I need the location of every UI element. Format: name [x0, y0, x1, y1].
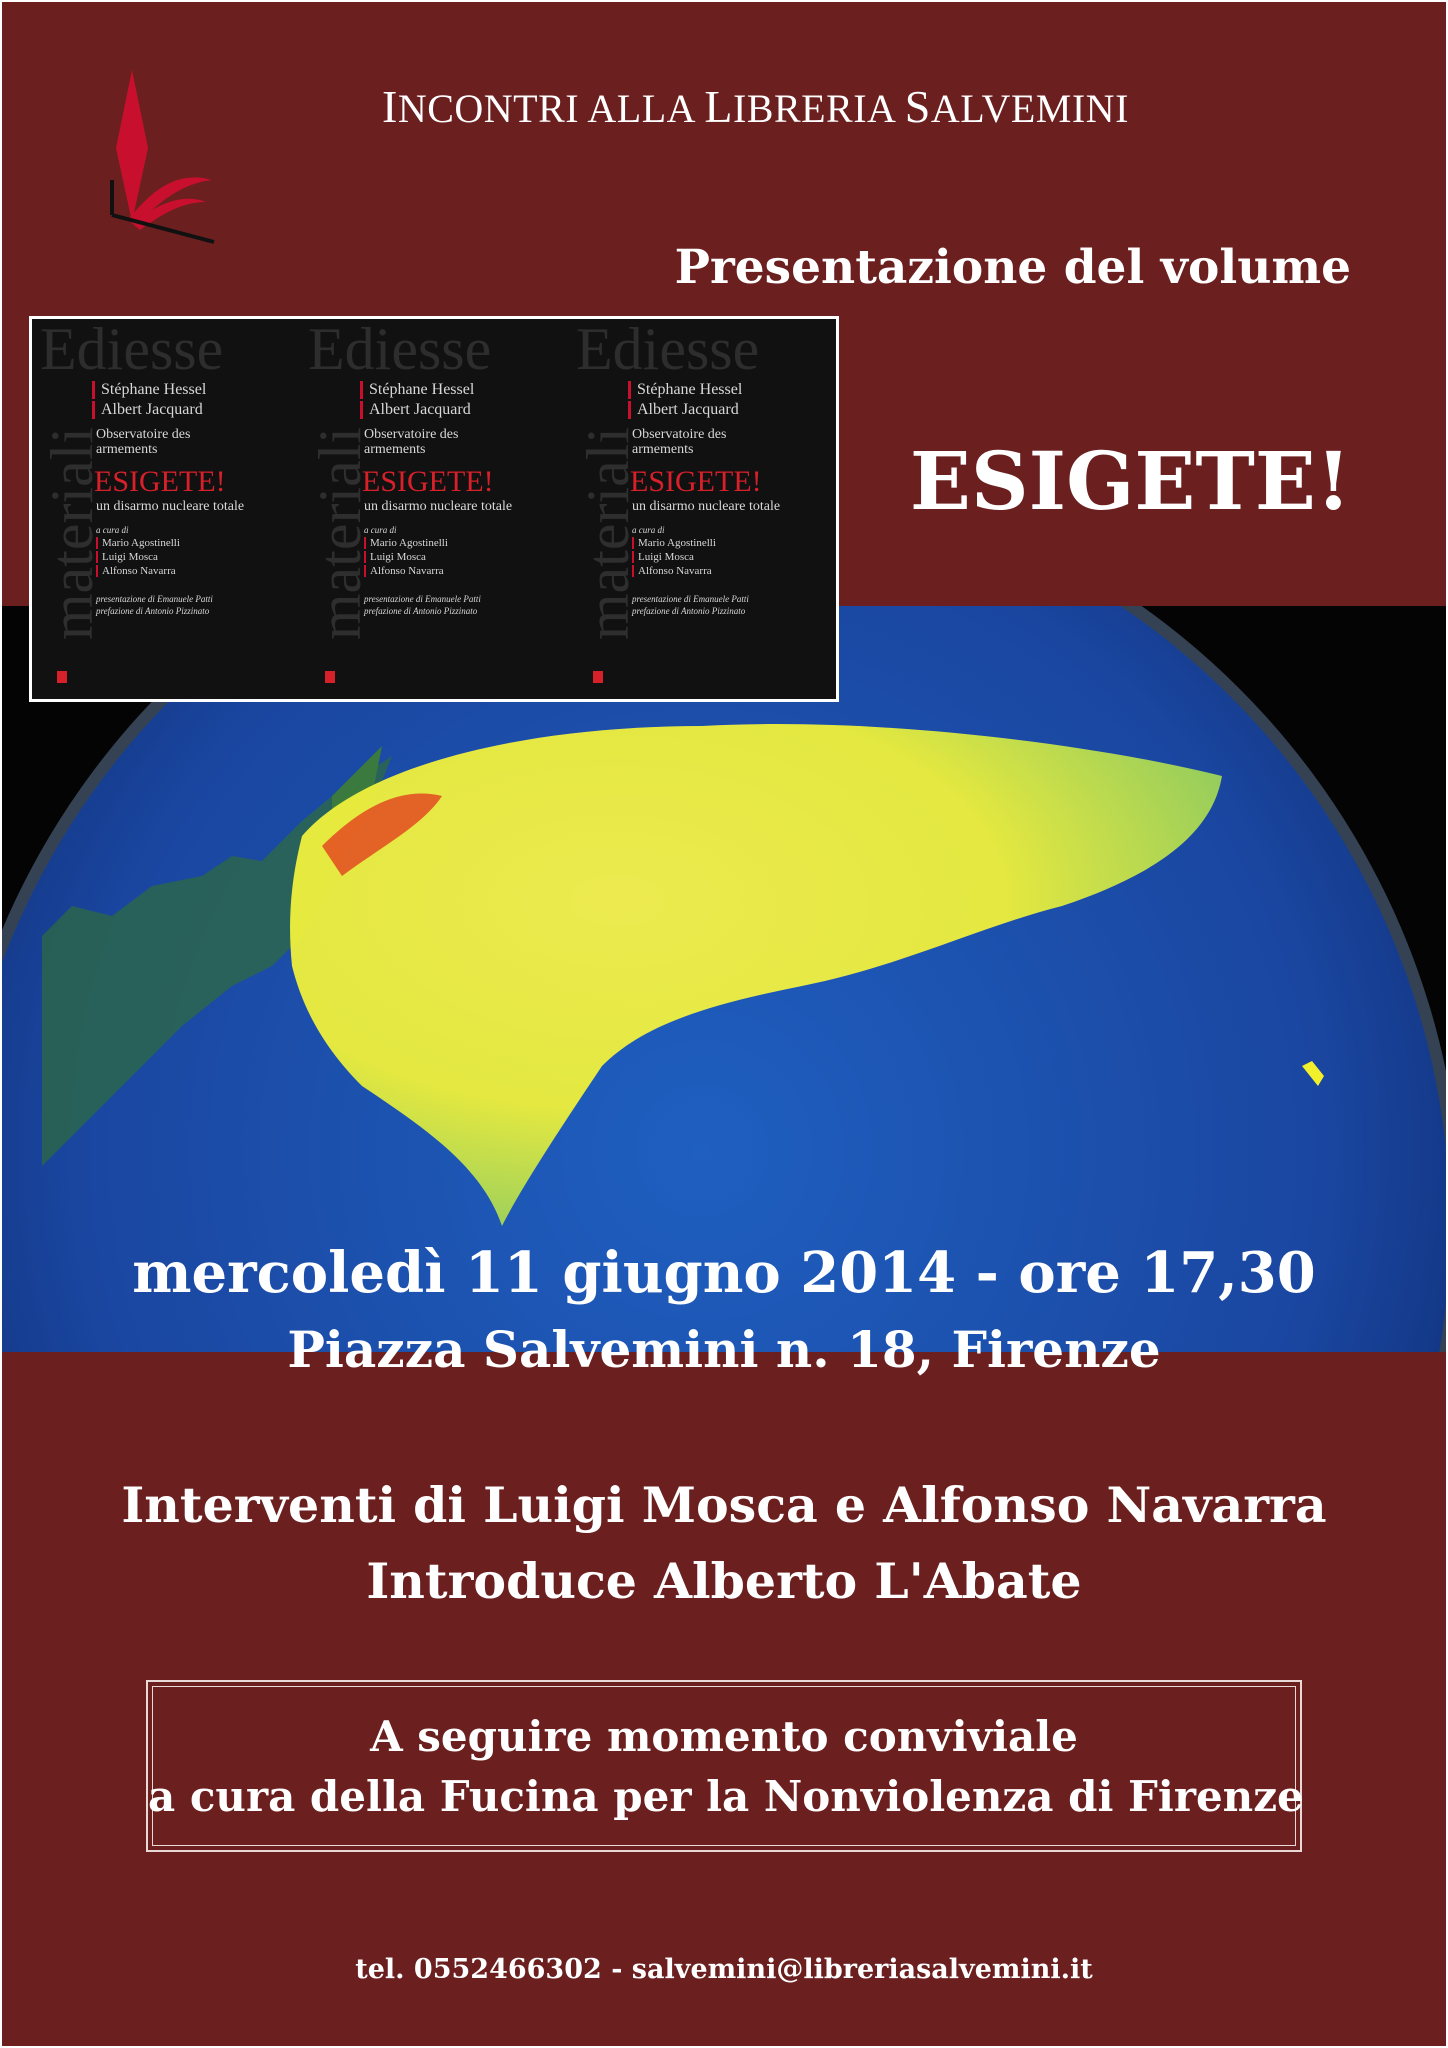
- contact-info: tel. 0552466302 - salvemini@libreriasalvemini.it: [355, 1954, 1093, 1985]
- cover-credits: presentazione di Emanuele Patti prefazione di Antonio Pizzinato: [364, 594, 481, 616]
- cover-series: materiali: [307, 426, 374, 641]
- cover-series: materiali: [39, 426, 106, 641]
- cover-publisher-logo: [57, 671, 67, 683]
- cover-title: ESIGETE!: [362, 465, 494, 498]
- speakers-line: Interventi di Luigi Mosca e Alfonso Navarra: [121, 1476, 1327, 1534]
- cover-organization: Observatoire des armements: [632, 427, 727, 457]
- cover-editor: Mario Agostinelli: [632, 537, 716, 549]
- libreria-logo: [102, 70, 222, 250]
- follow-up-line-2: a cura della Fucina per la Nonviolenza di Firenze: [148, 1772, 1304, 1821]
- cover-editor: Alfonso Navarra: [632, 565, 712, 577]
- cover-author: Stéphane Hessel: [628, 381, 742, 399]
- book-cover-strip: [29, 316, 839, 702]
- cover-organization: Observatoire des armements: [364, 427, 459, 457]
- cover-editor: Alfonso Navarra: [364, 565, 444, 577]
- event-date: mercoledì 11 giugno 2014 - ore 17,30: [132, 1240, 1316, 1306]
- cover-publisher: Ediesse: [576, 319, 760, 382]
- cover-editor: Mario Agostinelli: [96, 537, 180, 549]
- cover-organization: Observatoire des armements: [96, 427, 191, 457]
- follow-up-box: [146, 1680, 1302, 1852]
- poster: [2, 2, 1446, 2046]
- cover-author: Albert Jacquard: [628, 401, 739, 419]
- cover-publisher-logo: [325, 671, 335, 683]
- book-title: ESIGETE!: [909, 434, 1351, 528]
- cover-editor: Luigi Mosca: [364, 551, 426, 563]
- book-cover: [300, 319, 568, 699]
- cover-curated-label: a cura di: [364, 525, 397, 535]
- cover-curated-label: a cura di: [632, 525, 665, 535]
- cover-editor: Alfonso Navarra: [96, 565, 176, 577]
- cover-author: Stéphane Hessel: [92, 381, 206, 399]
- cover-title: ESIGETE!: [94, 465, 226, 498]
- cover-author: Albert Jacquard: [92, 401, 203, 419]
- logo-diamond: [116, 70, 148, 222]
- cover-series: materiali: [575, 426, 642, 641]
- cover-author: Stéphane Hessel: [360, 381, 474, 399]
- cover-subtitle: un disarmo nucleare totale: [632, 499, 781, 514]
- cover-credits: presentazione di Emanuele Patti prefazione di Antonio Pizzinato: [96, 594, 213, 616]
- introduction-line: Introduce Alberto L'Abate: [366, 1552, 1082, 1610]
- cover-publisher: Ediesse: [308, 319, 492, 382]
- logo-line: [112, 215, 214, 242]
- cover-credits: presentazione di Emanuele Patti prefazione di Antonio Pizzinato: [632, 594, 749, 616]
- cover-subtitle: un disarmo nucleare totale: [96, 499, 245, 514]
- cover-publisher-logo: [593, 671, 603, 683]
- cover-publisher: Ediesse: [40, 319, 224, 382]
- presentation-subtitle: Presentazione del volume: [674, 240, 1351, 295]
- cover-subtitle: un disarmo nucleare totale: [364, 499, 513, 514]
- book-cover: [568, 319, 836, 699]
- cover-curated-label: a cura di: [96, 525, 129, 535]
- cover-editor: Mario Agostinelli: [364, 537, 448, 549]
- book-cover: [32, 319, 300, 699]
- event-place: Piazza Salvemini n. 18, Firenze: [287, 1320, 1161, 1379]
- follow-up-box-inner-border: [152, 1686, 1296, 1846]
- cover-editor: Luigi Mosca: [96, 551, 158, 563]
- series-title: INCONTRI ALLA LIBRERIA SALVEMINI: [382, 81, 1129, 132]
- follow-up-line-1: A seguire momento conviviale: [370, 1712, 1078, 1761]
- cover-editor: Luigi Mosca: [632, 551, 694, 563]
- cover-title: ESIGETE!: [630, 465, 762, 498]
- cover-author: Albert Jacquard: [360, 401, 471, 419]
